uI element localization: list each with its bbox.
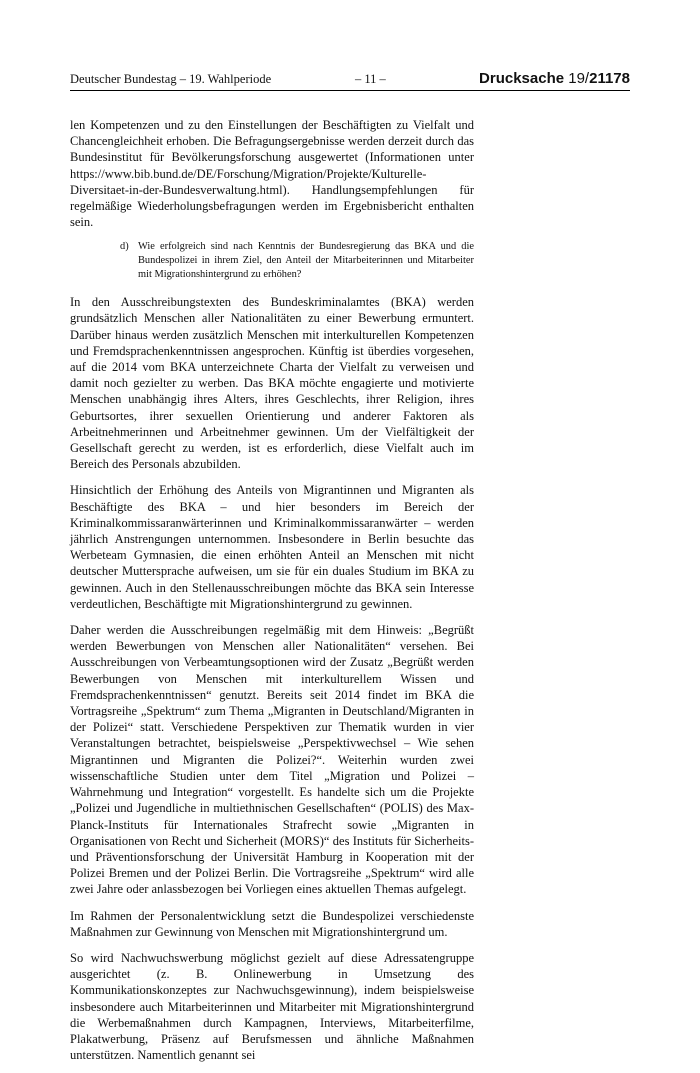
document-label: Drucksache <box>479 70 569 87</box>
question-label: d) <box>120 241 129 253</box>
parliament-period: Deutscher Bundestag – 19. Wahlperiode <box>70 72 272 86</box>
paragraph: Daher werden die Ausschreibungen regelmäßig mit dem Hinweis: „Begrüßt werden Bewerbungen von Menschen aller Nationalitäten“ versehen. Bei Ausschreibungen von Verbeamtungsoptionen wird der Zusatz „Begrüßt werden Bewerbungen von Menschen mit interkulturellem Wissen und Fremdsprachenkenntnissen“ genutzt. Bereits seit 2014 findet im BKA die Vortragsreihe „Spektrum“ zum Thema „Migranten in Deutschland/Migranten in der Polizei“ statt. Verschiedene Perspektiven zur Thematik wurden in vier Veranstaltungen betrachtet, beispielsweise „Perspektivwechsel – Wie sehen Migrantinnen und Migranten die Polizei?“. Weiterhin wurden zwei wissenschaftliche Studien unter dem Titel „Migration und Polizei – Wahrnehmung und Integration“ vorgestellt. Es handelte sich um die Projekte „Polizei und Jugendliche in multiethnischen Gesellschaften“ (POLIS) des Max-Planck-Instituts für Internationales Strafrecht sowie „Migranten in Organisationen von Recht und Sicherheit (MORS)“ des Instituts für Sicherheits- und Präventionsforschung der Universität Hamburg in Kooperation mit der Polizei Bremen und der Polizei Berlin. Die Vortragsreihe „Spektrum“ wird alle zwei Jahre oder anlassbezogen bei Vorliegen eines aktuellen Themas aufgelegt. <box>70 623 474 897</box>
page-body <box>70 117 474 1073</box>
page-number: – 11 – <box>355 72 386 86</box>
question-text: Wie erfolgreich sind nach Kenntnis der Bundesregierung das BKA und die Bundespolizei in ihrem Ziel, den Anteil der Mitarbeiterinnen und Mitarbeiter mit Migrationshintergrund zu erhöhen? <box>138 241 474 280</box>
document-prefix: 19/ <box>568 70 590 87</box>
paragraph: So wird Nachwuchswerbung möglichst gezielt auf diese Adressatengruppe ausgerichtet (z. B. Onlinewerbung in Umsetzung des Kommunikationskonzeptes zur Nachwuchsgewinnung), indem beispielsweise insbesondere auch Mitarbeiterinnen und Mitarbeiter mit Migrationshintergrund die Werbemaßnahmen durch Kampagnen, Interviews, Mitarbeiterfilme, Plakatwerbung, Präsenz auf Berufsmessen und ähnliche Maßnahmen unterstützen. Namentlich genannt sei <box>70 950 474 1063</box>
paragraph: Im Rahmen der Personalentwicklung setzt die Bundespolizei verschiedenste Maßnahmen zur Gewinnung von Menschen mit Migrationshintergrund um. <box>70 908 474 939</box>
question-block <box>120 240 474 281</box>
document-number <box>479 70 630 87</box>
paragraph: In den Ausschreibungstexten des Bundeskriminalamtes (BKA) werden grundsätzlich Menschen aller Nationalitäten zu einer Bewerbung ermuntert. Darüber hinaus werden zusätzlich Menschen mit interkulturellen Kompetenzen und Fremdsprachenkenntnissen angesprochen. Künftig ist überdies vorgesehen, auf die 2014 vom BKA unterzeichnete Charta der Vielfalt zu verweisen und damit noch gezielter zu werben. Das BKA möchte engagierte und motivierte Menschen unabhängig ihres Alters, ihres Geschlechts, ihrer Religion, ihres Geburtsortes, ihrer sexuellen Orientierung und anderer Faktoren als Arbeitnehmerinnen und Arbeitnehmer gewinnen. Um der Vielfältigkeit der Gesellschaft gerecht zu werden, ist es erforderlich, diese Vielfalt auch im Bereich des Personals abzubilden. <box>70 295 474 472</box>
paragraph: Hinsichtlich der Erhöhung des Anteils von Migrantinnen und Migranten als Beschäftigte des BKA – und hier besonders im Bereich der Kriminalkommissaranwärterinnen und Kriminalkommissaranwärter – werden jährlich Anstrengungen unternommen. Insbesondere in Berlin besuchte das Werbeteam Gymnasien, die einen erhöhten Anteil an Menschen mit nicht deutscher Muttersprache aufweisen, um sie für ein duales Studium im BKA zu gewinnen. Auch in den Stellenausschreibungen möchte das BKA sein Interesse verdeutlichen, Beschäftigte mit Migrationshintergrund zu gewinnen. <box>70 483 474 611</box>
page-header <box>70 70 630 91</box>
paragraph: len Kompetenzen und zu den Einstellungen der Beschäftigten zu Vielfalt und Chancengleichheit erhoben. Die Befragungsergebnisse werden derzeit durch das Bundesinstitut für Bevölkerungsforschung ausgewertet (Informationen unter https://www.bib.bund.de/DE/Forschung/Migration/Projekte/Kulturelle-Diversitaet-in-der-Bundesverwaltung.html). Handlungsempfehlungen für regelmäßige Wiederholungsbefragungen werden im Ergebnisbericht enthalten sein. <box>70 118 474 230</box>
document-id: 21178 <box>589 70 630 87</box>
